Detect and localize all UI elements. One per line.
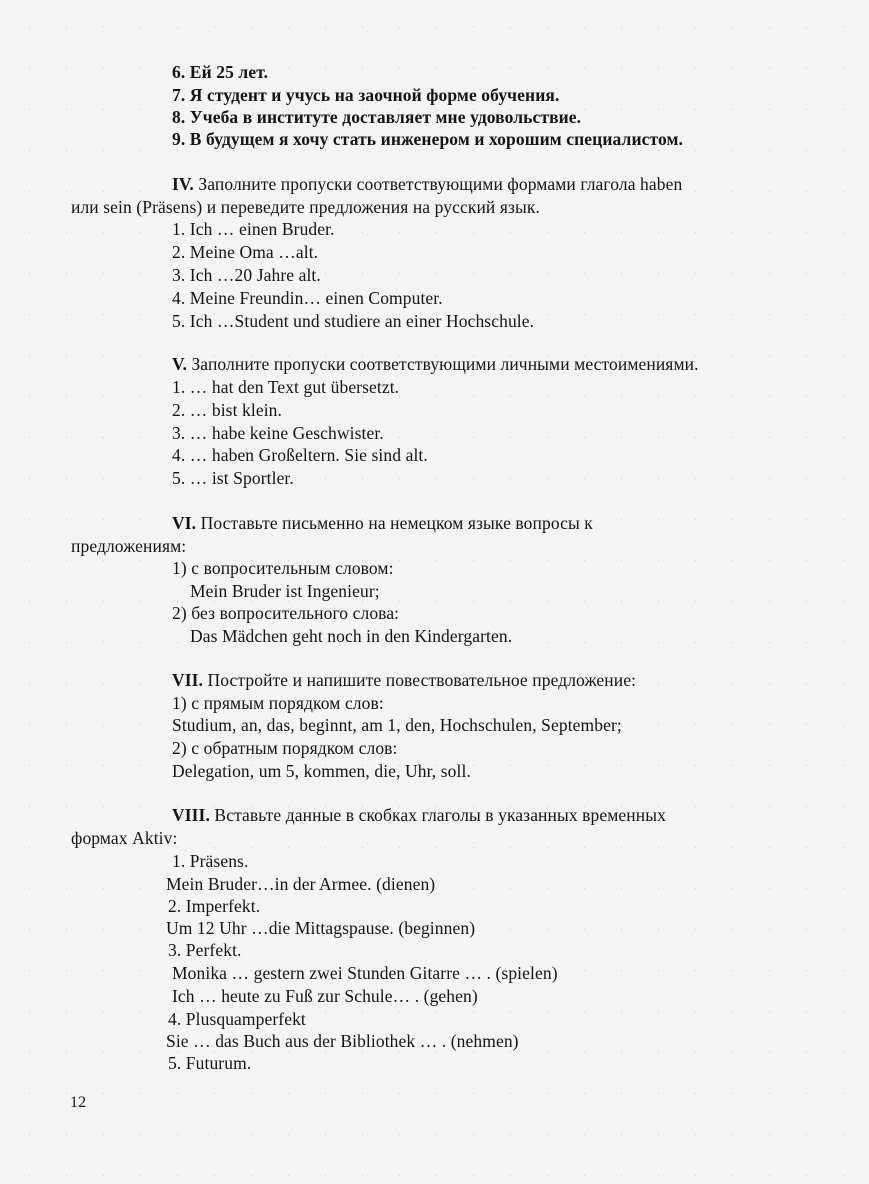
sentence: Das Mädchen geht noch in den Kindergarten. bbox=[190, 626, 513, 646]
list-item: 9. В будущем я хочу стать инженером и хорошим специалистом. bbox=[172, 129, 683, 149]
sub-label: 2) с обратным порядком слов: bbox=[172, 738, 398, 758]
section-number: VII. bbox=[172, 670, 204, 690]
sentence: Mein Bruder…in der Armee. (dienen) bbox=[166, 874, 436, 894]
list-item: 1. Ich … einen Bruder. bbox=[172, 219, 335, 239]
sentence: Um 12 Uhr …die Mittagspause. (beginnen) bbox=[166, 918, 476, 938]
list-item: 4. … haben Großeltern. Sie sind alt. bbox=[172, 445, 428, 465]
section-number: V. bbox=[172, 354, 187, 374]
sentence: Sie … das Buch aus der Bibliothek … . (nehmen) bbox=[166, 1031, 519, 1051]
sentence: Monika … gestern zwei Stunden Gitarre … . (spielen) bbox=[172, 963, 558, 983]
section-heading bbox=[172, 353, 699, 375]
tense-label: 5. Futurum. bbox=[168, 1053, 252, 1073]
tense-label: 1. Präsens. bbox=[172, 851, 249, 871]
list-item: 3. … habe keine Geschwister. bbox=[172, 423, 384, 443]
section-heading bbox=[172, 173, 682, 195]
list-item: 5. … ist Sportler. bbox=[172, 468, 294, 488]
sentence: Ich … heute zu Fuß zur Schule… . (gehen) bbox=[172, 986, 478, 1006]
page-number: 12 bbox=[70, 1094, 87, 1111]
section-number: VI. bbox=[172, 513, 197, 533]
section-title-continued: или sein (Präsens) и переведите предложения на русский язык. bbox=[71, 197, 540, 217]
sub-label: 2) без вопросительного слова: bbox=[172, 603, 400, 623]
list-item: 1. … hat den Text gut übersetzt. bbox=[172, 377, 400, 397]
sentence: Mein Bruder ist Ingenieur; bbox=[190, 581, 380, 601]
section-title: Поставьте письменно на немецком языке вопросы к bbox=[196, 513, 593, 533]
sub-label: 1) с вопросительным словом: bbox=[172, 558, 394, 578]
section-title-continued: предложениям: bbox=[71, 536, 187, 556]
section-title: Постройте и напишите повествовательное предложение: bbox=[203, 670, 637, 690]
list-item: 2. … bist klein. bbox=[172, 400, 283, 420]
sentence: Studium, an, das, beginnt, am 1, den, Hochschulen, September; bbox=[172, 715, 622, 735]
section-number: VIII. bbox=[172, 805, 210, 825]
section-title-continued: формах Aktiv: bbox=[71, 828, 178, 848]
section-heading bbox=[172, 669, 636, 691]
tense-label: 4. Plusquamperfekt bbox=[168, 1009, 306, 1029]
list-item: 2. Meine Oma …alt. bbox=[172, 242, 319, 262]
section-number: IV. bbox=[172, 174, 194, 194]
list-item: 7. Я студент и учусь на заочной форме обучения. bbox=[172, 85, 560, 105]
section-title: Заполните пропуски соответствующими формами глагола haben bbox=[193, 174, 683, 194]
sentence: Delegation, um 5, kommen, die, Uhr, soll. bbox=[172, 761, 471, 781]
section-title: Вставьте данные в скобках глаголы в указанных временных bbox=[209, 805, 666, 825]
list-item: 8. Учеба в институте доставляет мне удовольствие. bbox=[172, 107, 582, 127]
tense-label: 3. Perfekt. bbox=[168, 940, 242, 960]
list-item: 4. Meine Freundin… einen Computer. bbox=[172, 288, 443, 308]
list-item: 5. Ich …Student und studiere an einer Hochschule. bbox=[172, 311, 535, 331]
section-heading bbox=[172, 512, 593, 534]
section-heading bbox=[172, 804, 666, 826]
list-item: 6. Ей 25 лет. bbox=[172, 62, 269, 82]
sub-label: 1) с прямым порядком слов: bbox=[172, 693, 384, 713]
tense-label: 2. Imperfekt. bbox=[168, 896, 261, 916]
section-title: Заполните пропуски соответствующими личными местоимениями. bbox=[186, 354, 699, 374]
list-item: 3. Ich …20 Jahre alt. bbox=[172, 265, 321, 285]
